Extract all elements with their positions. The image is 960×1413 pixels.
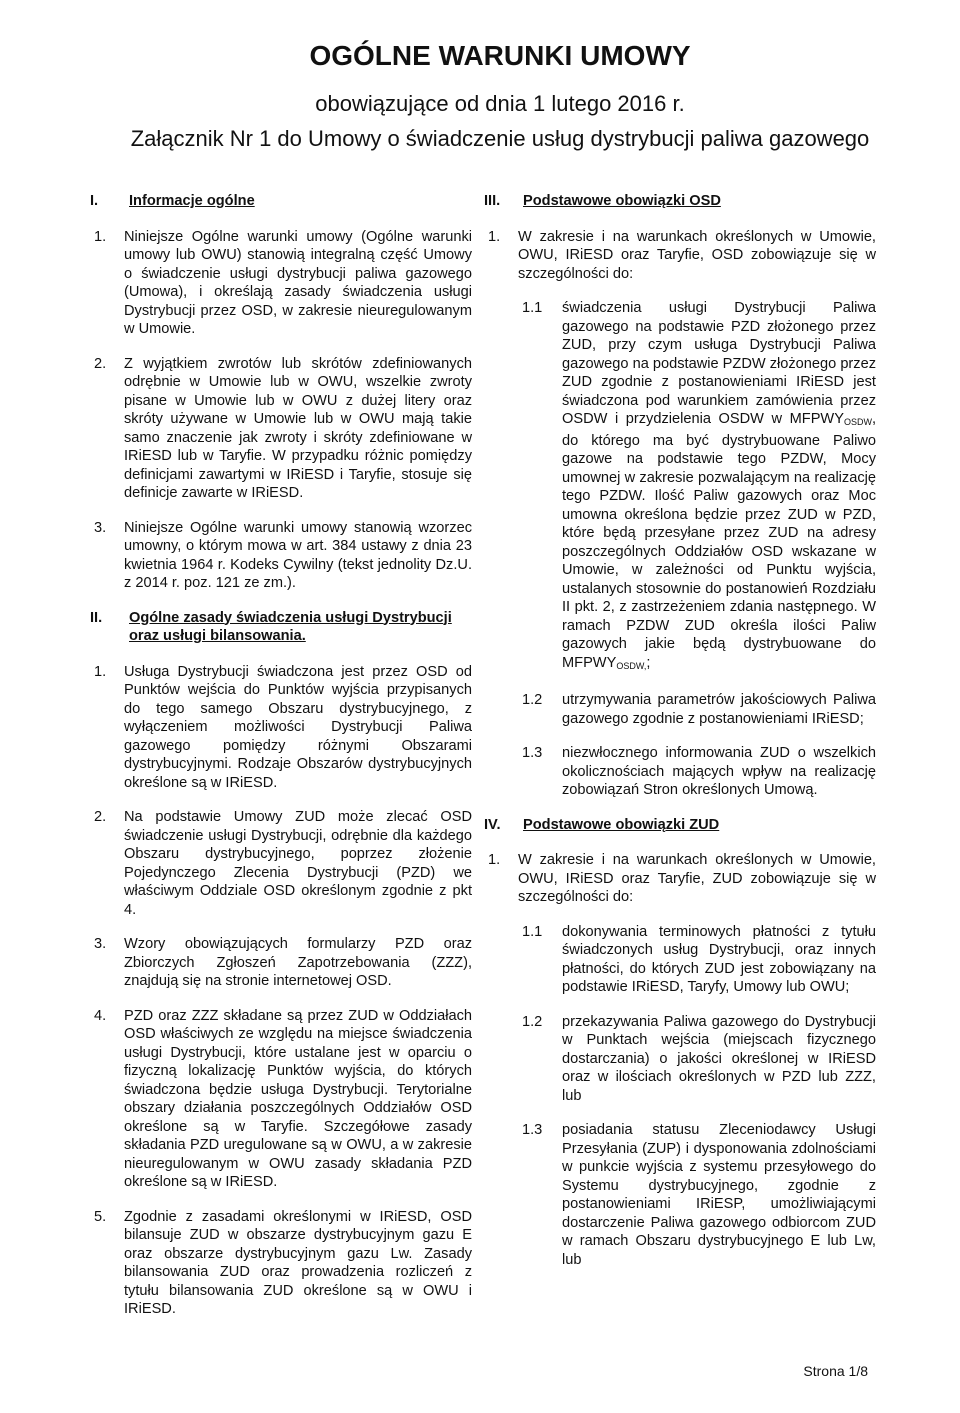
sub-item-text [562, 299, 876, 675]
list-item [90, 935, 472, 991]
sub-item [484, 744, 876, 800]
subscript: OSDW [843, 417, 872, 427]
section-number: II. [90, 609, 103, 626]
section-number: III. [484, 193, 501, 209]
list-item [90, 1208, 472, 1319]
sub-item-number: 1.3 [522, 1122, 543, 1138]
item-number: 5. [94, 1208, 107, 1225]
sub-item [484, 923, 876, 997]
item-number: 1. [488, 228, 501, 245]
right-column [484, 192, 876, 1285]
sub-item-text-part: ; [646, 654, 651, 671]
section-number: IV. [484, 816, 501, 833]
list-item [90, 355, 472, 503]
item-number: 3. [94, 519, 107, 536]
item-text: Z wyjątkiem zwrotów lub skrótów zdefiniowanych odrębnie w Umowie lub w OWU, wszelkie zwroty pisane w Umowie lub w OWU z dużej litery oraz skróty używane w Umowie lub w OWU mają takie samo znaczenie jak zwroty i skróty zdefiniowane w IRiESD lub w Taryfie. W przypadku różnic pomiędzy definicjami zawartymi w IRiESD i Taryfie, stosuje się definicje zawarte w IRiESD. [124, 355, 472, 501]
sub-item [484, 1121, 876, 1269]
section-heading [90, 609, 472, 646]
sub-item-text: dokonywania terminowych płatności z tytułu świadczonych usług Dystrybucji, oraz innych płatności, do których ZUD jest zobowiązany na podstawie IRiESD, Taryfy, Umowy lub OWU; [562, 923, 876, 995]
page-number: Strona 1/8 [803, 1363, 868, 1379]
item-text: W zakresie i na warunkach określonych w Umowie, OWU, IRiESD oraz Taryfie, OSD zobowiązuje się w szczególności do: [518, 228, 876, 282]
section-title: Informacje ogólne [129, 193, 255, 209]
document-subtitle: obowiązujące od dnia 1 lutego 2016 r. [315, 91, 685, 116]
sub-item-text-part: , do którego ma być dystrybuowane Paliwo gazowe na podstawie tego PZDW, Mocy umownej w zakresie pozwalającym na realizację tego PZDW. Ilość Paliw gazowych oraz Moc umowna określona będzie przez ZUD w PZD, które będą przesyłane przez ZUD na adresy poszczególnych Oddziałów OSD wskazane w Umowie, w zależności od Punktu wyjścia, ustalanych stosownie do postanowień Rozdziału II pkt. 2, z zastrzeżeniem zdania następnego. W ramach PZDW ZUD określa ilości Paliw gazowych jakie będą dystrybuowane do MFPWY [562, 411, 876, 671]
item-text: Zgodnie z zasadami określonymi w IRiESD, OSD bilansuje ZUD w obszarze dystrybucyjnym gazu E oraz obszarze dystrybucyjnym gazu Lw. Zasady bilansowania ZUD oraz prowadzenia rozliczeń z tytułu bilansowania ZUD określone są w OWU i IRiESD. [124, 1208, 472, 1317]
item-number: 1. [94, 228, 107, 245]
list-item [90, 663, 472, 793]
item-number: 4. [94, 1007, 107, 1024]
sub-item-text: posiadania statusu Zleceniodawcy Usługi Przesyłania (ZUP) i dysponowania zdolnościami w punkcie wyjścia z systemu przesyłowego do Systemu dystrybucyjnego, zgodnie z postanowieniami IRiESP, umożliwiającymi dostarczenie Paliwa gazowego odbiorcom ZUD w ramach Obszaru dystrybucyjnego E lub Lw, lub [562, 1122, 876, 1268]
item-text: Wzory obowiązujących formularzy PZD oraz Zbiorczych Zgłoszeń Zapotrzebowania (ZZZ), znajdują się na stronie internetowej OSD. [124, 936, 472, 989]
sub-item-number: 1.1 [522, 300, 543, 316]
item-text: Niniejsze Ogólne warunki umowy (Ogólne warunki umowy lub OWU) stanowią integralną część Umowy o świadczenie usługi dystrybucji paliwa gazowego (Umowa), i określają zasady świadczenia usługi Dystrybucji przez OSD, w zakresie nieuregulowanym w Umowie. [124, 228, 472, 337]
sub-item-text: utrzymywania parametrów jakościowych Paliwa gazowego zgodnie z postanowieniami IRiESD; [562, 692, 876, 727]
sub-item [484, 1013, 876, 1106]
section-number: I. [90, 193, 99, 209]
sub-item-number: 1.2 [522, 1013, 543, 1030]
item-text: Usługa Dystrybucji świadczona jest przez OSD od Punktów wejścia do Punktów wyjścia przypisanych do tego samego Obszaru dystrybucyjnego, z wyłączeniem możliwości Dystrybucji Paliwa gazowego pomiędzy różnymi Obszarami dystrybucyjnymi. Rodzaje Obszarów dystrybucyjnych określone są w IRiESD. [124, 663, 472, 791]
list-item [90, 519, 472, 593]
section-heading [484, 192, 876, 211]
item-number: 2. [94, 809, 107, 825]
item-number: 3. [94, 936, 107, 952]
subscript: OSDW, [616, 660, 647, 671]
sub-item-number: 1.3 [522, 745, 543, 761]
sub-item-number: 1.2 [522, 692, 543, 708]
list-item [484, 228, 876, 284]
sub-item-text-part: świadczenia usługi Dystrybucji Paliwa gazowego na podstawie PZD złożonego przez ZUD, przy czym usługa Dystrybucji Paliwa gazowego na podstawie PZDW złożonego przez ZUD zgodnie z postanowieniami IRiESD jest świadczona pod warunkiem zamówienia przez OSDW i przydzielenia OSDW w MFPWY [562, 300, 876, 427]
item-number: 1. [488, 852, 501, 868]
document-title: OGÓLNE WARUNKI UMOWY [309, 40, 691, 71]
sub-item-text: niezwłocznego informowania ZUD o wszelkich okolicznościach mających wpływ na realizację zobowiązań Stron określonych Umową. [562, 745, 876, 798]
sub-item [484, 691, 876, 728]
sub-item-number: 1.1 [522, 923, 543, 940]
item-text: W zakresie i na warunkach określonych w Umowie, OWU, IRiESD oraz Taryfie, ZUD zobowiązuje się w szczególności do: [518, 852, 876, 905]
list-item [484, 851, 876, 907]
sub-item [484, 299, 876, 675]
section-title: Podstawowe obowiązki ZUD [523, 816, 720, 833]
list-item [90, 228, 472, 339]
section-heading [90, 192, 472, 211]
list-item [90, 808, 472, 919]
item-text: PZD oraz ZZZ składane są przez ZUD w Oddziałach OSD właściwych ze względu na miejsce świadczenia usługi Dystrybucji, które ustalane jest w oparciu o fizyczną lokalizację Punktów wyjścia, do których świadczona będzie usługa Dystrybucji. Terytorialne obszary działania poszczególnych Oddziałów OSD określone są w Taryfie. Szczegółowe zasady składania PZD uregulowane są w OWU, a w zakresie nieuregulowanym w OWU zasady składania PZD określone są w IRiESD. [124, 1007, 472, 1190]
section-heading [484, 816, 876, 835]
left-column [90, 192, 472, 1335]
section-title: Ogólne zasady świadczenia usługi Dystrybucji oraz usługi bilansowania. [129, 609, 452, 644]
list-item [90, 1007, 472, 1192]
item-text: Na podstawie Umowy ZUD może zlecać OSD świadczenie usługi Dystrybucji, odrębnie dla każdego Obszaru dystrybucyjnego, poprzez złożenie Pojedynczego Zlecenia Dystrybucji (PZD) we właściwym Oddziale OSD określonym zgodnie z pkt 4. [124, 809, 472, 918]
section-title: Podstawowe obowiązki OSD [523, 193, 721, 209]
attachment-heading: Załącznik Nr 1 do Umowy o świadczenie usług dystrybucji paliwa gazowego [130, 126, 870, 151]
item-number: 2. [94, 355, 107, 372]
sub-item-text: przekazywania Paliwa gazowego do Dystrybucji w Punktach wejścia (miejscach fizycznego dostarczania) o jakości określonej w IRiESD oraz w ilościach określonych w PZD lub ZZZ, lub [562, 1013, 876, 1104]
item-number: 1. [94, 663, 107, 680]
item-text: Niniejsze Ogólne warunki umowy stanowią wzorzec umowny, o którym mowa w art. 384 ustawy z dnia 23 kwietnia 1964 r. Kodeks Cywilny (tekst jednolity Dz.U. z 2014 r. poz. 121 ze zm.). [124, 519, 472, 591]
